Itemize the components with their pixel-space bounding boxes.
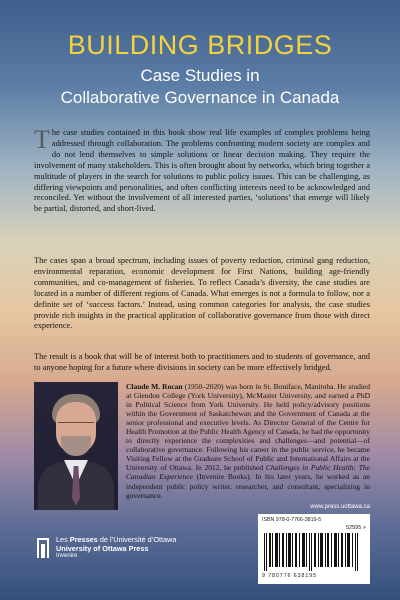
barcode-icon	[262, 533, 366, 571]
publisher-name-fr: Les Presses de l’Université d’Ottawa	[56, 535, 177, 544]
book-subtitle-line2: Collaborative Governance in Canada	[60, 88, 340, 107]
blurb-paragraph-3: The result is a book that will be of interest both to practitioners and to students of governance, and to anyone hoping for a future where divisions in society can be more effectively bridged.	[34, 352, 370, 372]
drop-cap: T	[34, 125, 50, 154]
book-subtitle-line1: Case Studies in	[140, 66, 260, 85]
price-code: 52595 >	[345, 525, 366, 531]
blurb-paragraph-1-text: he case studies contained in this book show real life examples of complex problems being addressed through collaboration. The problems confronting modern society are complex and do not lend themselves to simple solutions or linear decision making. They require the involvement of many stakeholders. This is often brought about by networks, which bring together a multitude of players in the search for solutions to public policy issues. This can be challenging, as differing viewpoints and personalities, and often conflicting interests need to be acknowledged and reconciled. Yet without the involvement of all interested parties, ‘solutions’ that emerge will likely be partial, distorted, and short-lived.	[34, 128, 370, 214]
author-bio-text-b: (Invenire Books). In his later years, he worked as an independent public policy writer, researcher, and consultant, specializing in governance.	[126, 472, 370, 500]
author-name: Claude M. Rocan	[126, 382, 183, 391]
barcode-number: 9 780776 638195	[262, 573, 317, 579]
publisher-imprint: Invenire	[56, 553, 78, 559]
university-building-icon	[36, 536, 50, 560]
isbn-label: ISBN 978-0-7766-3819-5	[262, 517, 322, 523]
publisher-name-en: University of Ottawa Press	[56, 544, 149, 553]
blurb-paragraph-2: The cases span a broad spectrum, including issues of poverty reduction, criminal gang reduction, environmental reparation, economic development for First Nations, building age-friendly communities, and co-management of fisheries. To reflect Canada’s diversity, the case studies are located in a number of different regions of Canada. What emerges is not a formula to follow, nor a definite set of ‘success factors.’ Instead, using common categories for analysis, the case studies provide rich insights in the practical application of collaborative governance from those with direct experience.	[34, 256, 370, 331]
author-bio-text-a: (1950–2020) was born in St. Boniface, Manitoba. He studied at Glendon College (York University), McMaster University, and earned a PhD in Political Science from York University. He held policy/advisory positions within the Government of Saskatchewan and the Government of Canada at the senior professional and executive levels. As Director General of the Centre for Health Promotion at the Public Health Agency of Canada, he had the opportunity to directly experience the complexities and challenges—and potential—of collaborative governance. Following his career in the public service, he became Visiting Fellow at the Graduate School of Public and International Affairs at the University of Ottawa. In 2012, he published	[126, 382, 370, 473]
publisher-url: www.press.uottawa.ca	[310, 504, 370, 510]
barcode-panel	[258, 514, 370, 584]
book-title: BUILDING BRIDGES	[67, 30, 333, 60]
author-book-title: Challenges in Public Health: The Canadian Experience	[126, 463, 370, 482]
author-bio	[126, 382, 370, 500]
author-photo	[34, 382, 118, 510]
blurb-paragraph-1	[34, 125, 370, 215]
